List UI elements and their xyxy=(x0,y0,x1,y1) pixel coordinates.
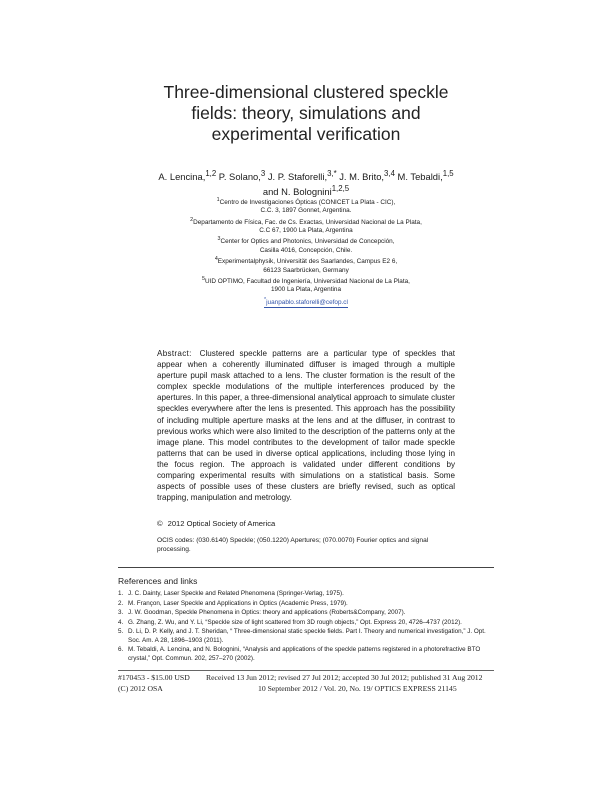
affiliation: $^2$Departamento de Física, Fac. de Cs. Exactas, Universidad Nacional de La Plata, C.C 67, 1900 La Plata, Argentina xyxy=(190,216,422,235)
reference-item: 1. J. C. Dainty, Laser Speckle and Related Phenomena (Springer-Verlag, 1975). xyxy=(118,590,344,597)
footer-divider xyxy=(118,670,494,671)
abstract xyxy=(157,348,455,503)
author-name: and N. Bolognini xyxy=(262,186,332,198)
affiliation: $^4$Experimentalphysik, Universität des Saarlandes, Campus E2 6, 66123 Saarbrücken, Germany xyxy=(214,256,398,274)
author-affil-mark: 1,2,5 xyxy=(331,184,350,194)
footer-dates: Received 13 Jun 2012; revised 27 Jul 2012; accepted 30 Jul 2012; published 31 Aug 2012 xyxy=(206,673,483,682)
ocis-codes: OCIS codes: (030.6140) Speckle; (050.1220) Apertures; (070.0070) Fourier optics and signal processing. xyxy=(157,537,429,553)
footer-journal: 10 September 2012 / Vol. 20, No. 19/ OPTICS EXPRESS 21145 xyxy=(258,684,457,693)
reference-item: 4. G. Zhang, Z. Wu, and Y. Li, “Speckle size of light scattered from 3D rough objects,” Opt. Express 20, 4726–4737 (2012). xyxy=(118,618,462,626)
affiliation: $^3$Center for Optics and Photonics, Universidad de Concepción, Casilla 4016, Concepción, Chile. xyxy=(217,236,395,254)
title-line: fields: theory, simulations and xyxy=(191,103,421,123)
article-title xyxy=(0,82,612,145)
reference-item: 6. M. Tebaldi, A. Lencina, and N. Bolognini, “Analysis and applications of the speckle patterns registered in a photorefractive BTO crystal,” Opt. Commun. 202, 257–270 (2002). xyxy=(118,646,481,662)
title-line: Three-dimensional clustered speckle xyxy=(163,82,449,102)
affiliation-list xyxy=(150,196,462,308)
author-affil-mark: 1,5 xyxy=(442,169,454,178)
author-name: M. Tebaldi, xyxy=(394,171,443,183)
author-name: A. Lencina, xyxy=(158,171,206,183)
copyright-symbol: © xyxy=(157,519,163,528)
author-list xyxy=(150,168,462,198)
author-name: P. Solano, xyxy=(216,171,261,183)
corresponding-email xyxy=(150,296,462,308)
footer-article-price: #170453 - $15.00 USD xyxy=(118,673,190,682)
title-line: experimental verification xyxy=(211,124,401,144)
copyright-text: 2012 Optical Society of America xyxy=(167,519,276,528)
author-affil-mark: 1,2 xyxy=(205,169,217,178)
reference-item: 5. D. Li, D. P. Kelly, and J. T. Sheridan, “ Three-dimensional static speckle fields. Part I. Theory and numerical investigation,” J. Opt. Soc. Am. A 28, 1896–1903 (2011). xyxy=(118,628,486,644)
reference-item: 2. M. Françon, Laser Speckle and Applications in Optics (Academic Press, 1979). xyxy=(118,599,348,607)
author-affil-mark: 3,4 xyxy=(384,169,395,178)
abstract-label: Abstract: xyxy=(157,349,192,358)
section-divider xyxy=(118,567,494,568)
footer-copyright: (C) 2012 OSA xyxy=(118,684,163,693)
reference-item: 3. J. W. Goodman, Speckle Phenomena in Optics: theory and applications (Roberts&Company, 2007). xyxy=(118,609,406,617)
abstract-text: Clustered speckle patterns are a particular type of speckles that appear when a coherently illuminated diffuser is imaged through a multiple aperture pupil mask attached to a lens. The cluster formation is the result of the complex speckle modulations of the multiple interferences produced by the apertures. In this paper, a three-dimensional analytical approach to simulate cluster speckles everywhere after the lens is presented. This approach has the possibility of including multiple aperture masks at the lens and at the diffuser, in contrast to previous works which were also limited to the description of the patterns only at the image plane. This model contributes to the development of tailor made speckle patterns that can be used in diverse optical applications, including those lying in the focus region. The approach is validated under different conditions by comparing experimental results with simulations on a statistical basis. Some aspects of possible uses of these clusters are briefly revised, such as optical trapping, manipulation and metrology. xyxy=(157,349,455,503)
affiliation: $^5$UID OPTIMO, Facultad de Ingeniería, Universidad Nacional de La Plata, 1900 La Plata, Argentina xyxy=(202,275,410,294)
email-link[interactable]: *juanpablo.staforelli@cefop.cl xyxy=(264,296,348,308)
copyright-notice xyxy=(157,519,455,528)
author-affil-mark: 3 xyxy=(260,169,266,178)
affiliation: $^1$Centro de Investigaciones Ópticas (CONICET La Plata - CIC), C.C. 3, 1897 Gonnet, Argentina. xyxy=(216,197,396,215)
references-heading: References and links xyxy=(118,576,198,586)
author-name: J. P. Staforelli, xyxy=(265,171,328,183)
author-affil-mark: 3,* xyxy=(327,169,337,178)
reference-list xyxy=(118,590,496,664)
author-name: J. M. Brito, xyxy=(336,171,385,183)
